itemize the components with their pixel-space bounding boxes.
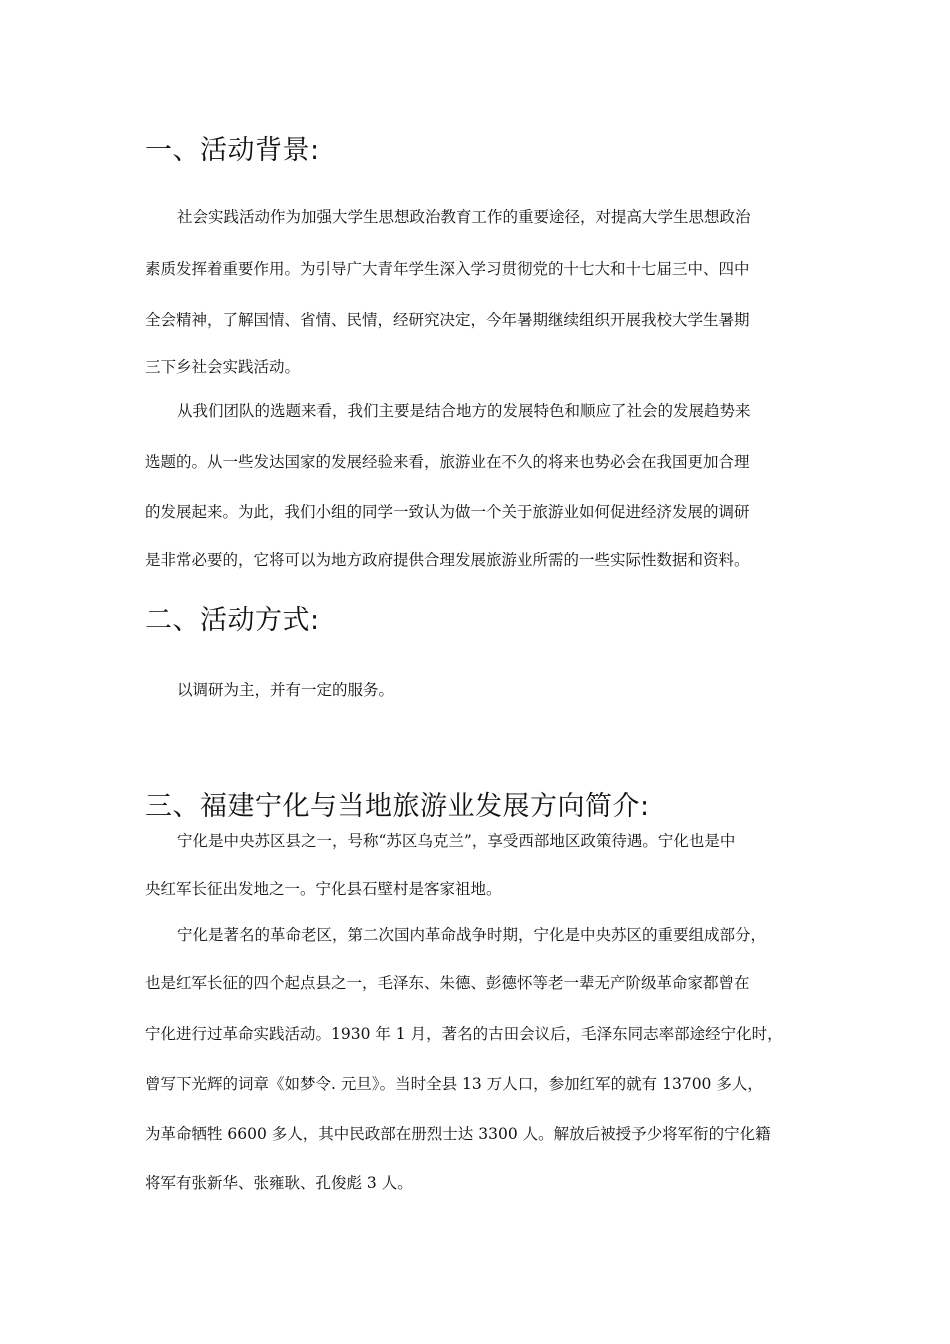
paragraph-line: 曾写下光辉的词章《如梦令. 元旦》。当时全县 13 万人口，参加红军的就有 13700 多人，	[145, 1075, 763, 1093]
section-heading-background: 一、活动背景:	[145, 135, 320, 166]
paragraph-line: 宁化是著名的革命老区，第二次国内革命战争时期，宁化是中央苏区的重要组成部分，	[177, 926, 767, 944]
paragraph-line: 为革命牺牲 6600 多人，其中民政部在册烈士达 3300 人。解放后被授予少将军衔的宁化籍	[145, 1125, 771, 1143]
paragraph-line: 选题的。从一些发达国家的发展经验来看，旅游业在不久的将来也势必会在我国更加合理	[145, 453, 750, 471]
paragraph-line: 社会实践活动作为加强大学生思想政治教育工作的重要途径，对提高大学生思想政治	[177, 208, 751, 226]
paragraph-line: 也是红军长征的四个起点县之一，毛泽东、朱德、彭德怀等老一辈无产阶级革命家都曾在	[145, 974, 750, 992]
paragraph-line: 央红军长征出发地之一。宁化县石壁村是客家祖地。	[145, 880, 502, 898]
paragraph-line: 全会精神，了解国情、省情、民情，经研究决定，今年暑期继续组织开展我校大学生暑期	[145, 311, 750, 329]
paragraph-line: 宁化是中央苏区县之一，号称“苏区乌克兰”，享受西部地区政策待遇。宁化也是中	[177, 832, 736, 850]
paragraph-line: 是非常必要的，它将可以为地方政府提供合理发展旅游业所需的一些实际性数据和资料。	[145, 551, 750, 569]
paragraph-line: 将军有张新华、张雍耿、孔俊彪 3 人。	[145, 1174, 413, 1192]
paragraph-line: 宁化进行过革命实践活动。1930 年 1 月，著名的古田会议后，毛泽东同志率部途经宁化时，	[145, 1025, 783, 1043]
section-heading-method: 二、活动方式:	[145, 605, 320, 636]
paragraph-line: 素质发挥着重要作用。为引导广大青年学生深入学习贯彻党的十七大和十七届三中、四中	[145, 260, 750, 278]
section-heading-ninghua: 三、福建宁化与当地旅游业发展方向简介:	[145, 791, 650, 822]
paragraph-line: 三下乡社会实践活动。	[145, 358, 301, 376]
paragraph-line: 从我们团队的选题来看，我们主要是结合地方的发展特色和顺应了社会的发展趋势来	[177, 402, 751, 420]
paragraph-line: 以调研为主，并有一定的服务。	[177, 681, 395, 699]
paragraph-line: 的发展起来。为此，我们小组的同学一致认为做一个关于旅游业如何促进经济发展的调研	[145, 503, 750, 521]
